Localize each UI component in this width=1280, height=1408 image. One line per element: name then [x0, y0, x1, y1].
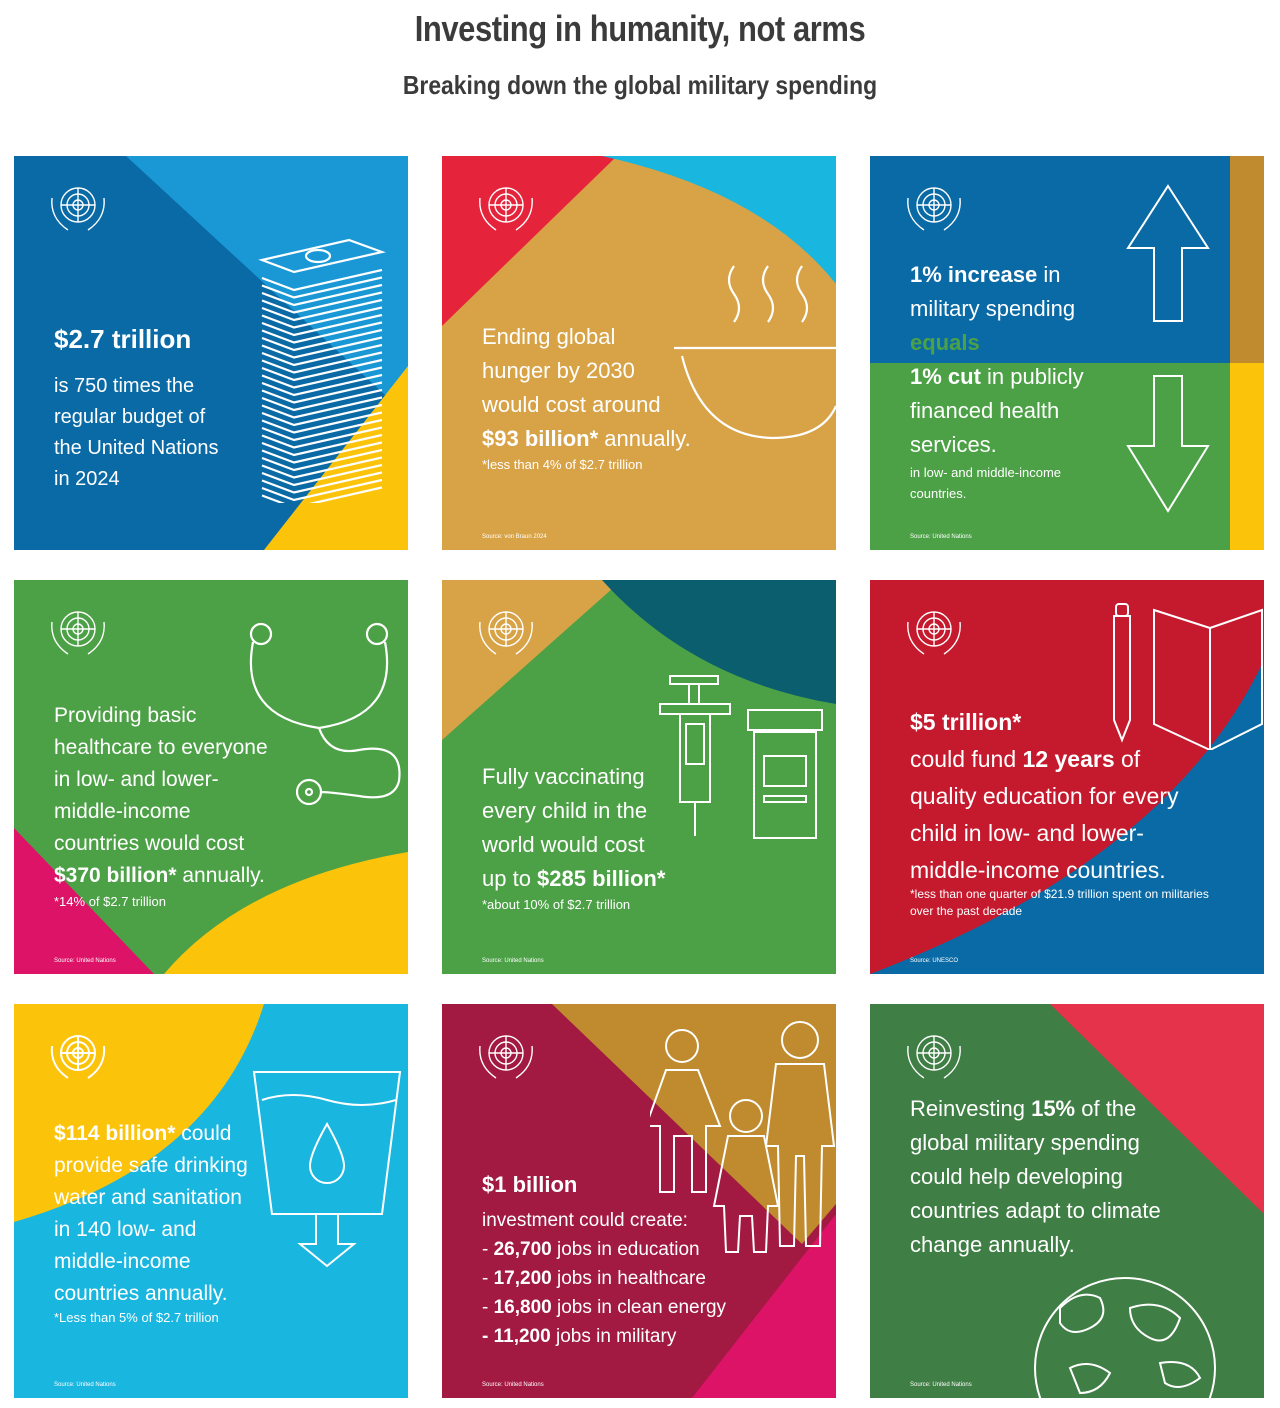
money-stack-line [262, 390, 382, 410]
card-body: 1% increase in military spending equals 1% cut in publicly financed health services. [910, 262, 1084, 457]
money-stack-line [262, 323, 382, 343]
money-stack-line [262, 353, 382, 373]
card-hunger [442, 156, 836, 550]
card-water [14, 1004, 408, 1398]
money-stack-line [262, 458, 382, 478]
card-climate [870, 1004, 1264, 1398]
card-body: $114 billion* could provide safe drinking water and sanitation in 140 low- and middle-income countries annually. [54, 1122, 248, 1305]
money-stack-line [262, 450, 382, 470]
money-stack-line [262, 285, 382, 305]
money-stack-line [262, 398, 382, 418]
un-logo-icon [44, 178, 112, 236]
money-stack-line [262, 330, 382, 350]
card-body: investment could create: - 26,700 jobs in education - 17,200 jobs in healthcare - 16,800 jobs in clean energy - 11,200 jobs in military [482, 1210, 727, 1347]
money-stack-line [262, 375, 382, 395]
card-healthcare [14, 580, 408, 974]
money-stack-line [262, 368, 382, 388]
card-note: in low- and middle-income countries. [910, 465, 1062, 501]
money-stack-line [262, 270, 382, 290]
card-source: Source: UNESCO [910, 958, 959, 964]
card-education [870, 580, 1264, 974]
card-note: *less than 4% of $2.7 trillion [482, 457, 643, 472]
card-body: $5 trillion* could fund 12 years of quality education for every child in low- and lower- middle-income countries. [910, 709, 1179, 883]
card-jobs [442, 1004, 836, 1398]
card-headline: $1 billion [482, 1172, 578, 1197]
card-vaccination [442, 580, 836, 974]
card-source: Source: United Nations [910, 1382, 972, 1388]
money-stack-line [262, 315, 382, 335]
card-un-budget [14, 156, 408, 550]
money-stack-line [262, 480, 382, 500]
card-source: Source: United Nations [910, 534, 972, 540]
card-note: *Less than 5% of $2.7 trillion [54, 1310, 219, 1325]
card-source: Source: United Nations [482, 1382, 544, 1388]
page-title: Investing in humanity, not arms [414, 8, 866, 49]
card-source: Source: United Nations [54, 958, 116, 964]
card-note: *less than one quarter of $21.9 trillion spent on militaries over the past decade [910, 887, 1209, 918]
money-stack-line [262, 383, 382, 403]
un-logo-icon [900, 602, 968, 660]
money-stack-line [262, 413, 382, 433]
money-stack-line [262, 428, 382, 448]
card-source: Source: United Nations [54, 1382, 116, 1388]
arrows-icon [1126, 184, 1210, 514]
un-logo-icon [472, 178, 540, 236]
un-logo-icon [472, 602, 540, 660]
money-stack-line [262, 420, 382, 440]
card-body: Reinvesting 15% of the global military spending could help developing countries adapt to climate change annually. [910, 1096, 1161, 1257]
money-stack-line [262, 345, 382, 365]
water-glass-icon [252, 1066, 402, 1276]
money-stack-line [262, 338, 382, 358]
money-stack-line [262, 443, 382, 463]
un-logo-icon [44, 602, 112, 660]
money-stack-line [262, 465, 382, 485]
card-source: Source: United Nations [482, 958, 544, 964]
money-stack-line [262, 293, 382, 313]
card-body: is 750 times the regular budget of the United Nations in 2024 [54, 375, 219, 490]
card-health-cut [870, 156, 1264, 550]
card-source: Source: von Braun 2024 [482, 534, 547, 540]
card-headline: $2.7 trillion [54, 324, 192, 354]
globe-icon [1030, 1268, 1220, 1398]
money-stack-icon [254, 238, 389, 503]
un-logo-icon [44, 1026, 112, 1084]
card-note: *about 10% of $2.7 trillion [482, 897, 631, 912]
money-stack-line [262, 308, 382, 328]
syringe-icon [656, 674, 826, 844]
card-body: Fully vaccinating every child in the world would cost up to $285 billion* [482, 764, 666, 891]
card-body: Ending global hunger by 2030 would cost around $93 billion* annually. [482, 324, 691, 451]
money-stack-line [262, 300, 382, 320]
food-bowl-icon [672, 256, 836, 446]
money-stack-line [262, 473, 382, 493]
un-logo-icon [472, 1026, 540, 1084]
money-stack-line [262, 360, 382, 380]
un-logo-icon [900, 178, 968, 236]
card-body: Providing basic healthcare to everyone in low- and lower- middle-income countries would cost $370 billion* annually. [54, 704, 268, 887]
page-subtitle: Breaking down the global military spending [402, 70, 878, 100]
money-stack-line [262, 405, 382, 425]
card-note: *14% of $2.7 trillion [54, 894, 167, 909]
money-stack-line [262, 435, 382, 455]
money-stack-line [262, 278, 382, 298]
un-logo-icon [900, 1026, 968, 1084]
